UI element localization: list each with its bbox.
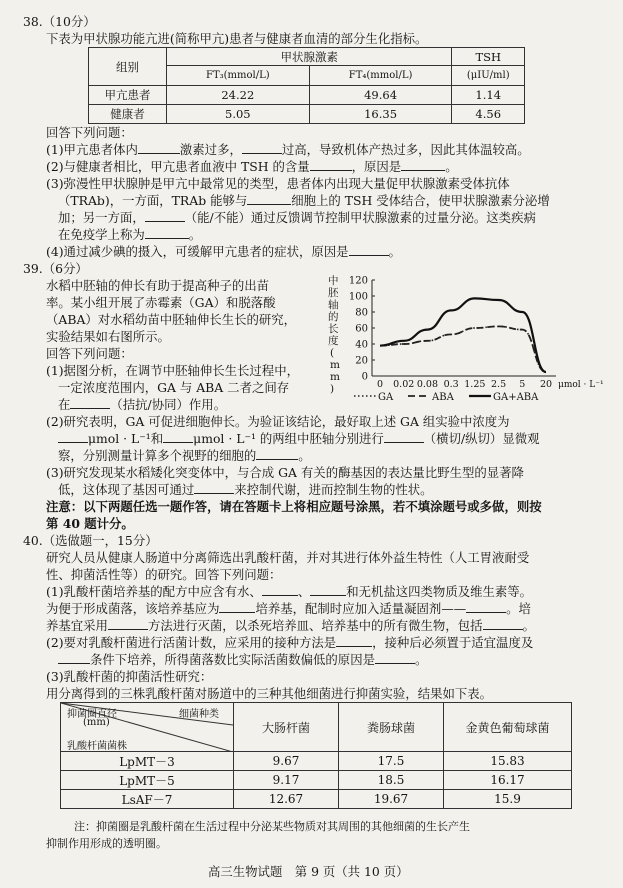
legend-label: GA: [378, 392, 394, 403]
x-tick-label: 5: [519, 379, 526, 390]
x-tick-label: 0.3: [443, 379, 459, 390]
col-header: 粪肠球菌: [339, 703, 444, 752]
blank[interactable]: [58, 651, 90, 664]
diag-unit: (mm): [83, 717, 110, 728]
blank[interactable]: [138, 141, 180, 154]
strain-name: LpMT－5: [61, 771, 234, 790]
series-line-aba: [380, 326, 546, 372]
diag-bottom: 乳酸杆菌菌株: [67, 741, 127, 752]
q40-title: 40.（选做题一，15分）: [23, 533, 158, 548]
q40-item-2a: (2)要对乳酸杆菌进行活菌计数，应采用的接种方法是 ，接种后必须置于适宜温度及: [46, 635, 534, 650]
q38-title: 38.（10分）: [23, 14, 96, 29]
cell: 15.9: [444, 790, 572, 809]
blank[interactable]: [310, 583, 346, 596]
y-ticks: [349, 276, 375, 383]
th-thyroid: 甲状腺激素: [166, 48, 452, 66]
blank[interactable]: [256, 447, 298, 460]
q39-item-1a: (1)据图分析，在调节中胚轴伸长生长过程中，: [46, 363, 299, 378]
q38-item-3c: 加；另一方面， （能/不能）通过反馈调节控制甲状腺激素的过量分泌。这类疾病: [58, 210, 536, 225]
y-tick-label: 60: [355, 323, 368, 335]
q40-item-2b: 条件下培养，所得菌落数比实际活菌数偏低的原因是 。: [58, 651, 427, 668]
q39-item-1b: 一定浓度范围内，GA 与 ABA 二者之间存: [58, 380, 290, 395]
q39-p2: 率。某小组开展了赤霉素（GA）和脱落酸: [46, 295, 276, 310]
strain-name: LpMT－3: [61, 752, 234, 771]
cell-tsh: 1.14: [452, 86, 525, 105]
blank[interactable]: [349, 243, 389, 256]
col-header: 大肠杆菌: [234, 703, 339, 752]
selection-note-2: 第 40 题计分。: [46, 516, 134, 531]
q40-p2: 性、抑菌活性等）的研究。回答下列问题：: [46, 567, 282, 582]
legend-label: GA+ABA: [493, 392, 539, 403]
legend-label: ABA: [432, 392, 454, 403]
cell-ft4: 16.35: [309, 105, 452, 124]
diag-top: 抑菌圈直径: [67, 709, 117, 720]
row-name: 健康者: [89, 105, 167, 124]
blank[interactable]: [466, 600, 506, 613]
blank[interactable]: [145, 209, 185, 222]
q39-p1: 水稻中胚轴的伸长有助于提高种子的出苗: [46, 278, 270, 293]
y-axis-label: 中胚轴的长度( m m ): [328, 275, 340, 395]
chart-legend: [354, 392, 539, 403]
col-header: 金黄色葡萄球菌: [444, 703, 572, 752]
th-group: 组别: [89, 48, 167, 86]
blank[interactable]: [108, 617, 148, 630]
blank[interactable]: [247, 192, 291, 205]
y-tick-label: 100: [348, 291, 368, 303]
table-row: [89, 105, 525, 124]
q38-item-3b: （TRAb)，一方面，TRAb 能够与 细胞上的 TSH 受体结合，使甲状腺激素分泌增: [58, 193, 550, 208]
y-tick-label: 0: [361, 371, 368, 383]
diagonal-header-cell: [61, 703, 234, 752]
blank[interactable]: [58, 430, 88, 443]
x-tick-label: 1.25: [464, 379, 486, 390]
x-tick-label: 2.5: [491, 379, 507, 390]
th-ft4: FT₄(mmol/L): [309, 66, 452, 86]
q39-item-2b: μmol · L⁻¹和 μmol · L⁻¹ 的两组中胚轴分别进行 （横切/纵切）显微观: [58, 430, 540, 447]
x-tick-label: 0: [376, 379, 384, 390]
x-tick-label: 0.08: [416, 379, 439, 390]
series-lines: [380, 298, 546, 372]
series-line-ga-plus-aba: [380, 298, 546, 372]
blank[interactable]: [242, 141, 282, 154]
table-row: [61, 790, 572, 809]
cell-tsh: 4.56: [452, 105, 525, 124]
blank[interactable]: [262, 583, 298, 596]
blank[interactable]: [375, 651, 415, 664]
selection-note-1: 注意：以下两题任选一题作答，请在答题卡上将相应题号涂黑，若不填涂题号或多做，则按: [46, 499, 542, 514]
cell: 19.67: [339, 790, 444, 809]
x-tick-label: 0.02: [393, 379, 415, 390]
cell: 16.17: [444, 771, 572, 790]
blank[interactable]: [219, 600, 255, 613]
q38-item-3a: (3)弥漫性甲状腺肿是甲亢中最常见的类型，患者体内出现大量促甲状腺激素受体抗体: [46, 176, 510, 191]
cell: 9.67: [234, 752, 339, 771]
diag-right: 细菌种类: [179, 709, 219, 720]
x-ticks: [377, 379, 552, 390]
q38-item-2: (2)与健康者相比，甲亢患者血液中 TSH 的含量 ，原因是 。: [46, 159, 458, 174]
blank[interactable]: [145, 226, 189, 239]
q38-item-4: (4)通过减少碘的摄入，可缓解甲亢患者的症状，原因是 。: [46, 244, 401, 259]
blank[interactable]: [70, 396, 110, 409]
blank[interactable]: [336, 634, 372, 647]
cell-ft3: 5.05: [166, 105, 309, 124]
q38-table: [88, 47, 525, 124]
q39-prompt: 回答下列问题：: [46, 346, 133, 361]
q40-table: [60, 702, 572, 809]
q39-p3: （ABA）对水稻幼苗中胚轴伸长生长的研究，: [46, 312, 297, 327]
cell: 15.83: [444, 752, 572, 771]
cell: 18.5: [339, 771, 444, 790]
q40-note-1: 注：抑菌圈是乳酸杆菌在生活过程中分泌某些物质对其周围的其他细菌的生长产生: [74, 820, 470, 833]
y-tick-label: 40: [355, 339, 368, 351]
cell: 17.5: [339, 752, 444, 771]
q40-note-2: 抑制作用形成的透明圈。: [46, 837, 167, 850]
q38-item-1: (1)甲亢患者体内 激素过多， 过高，导致机体产热过多，因此其体温较高。: [46, 142, 530, 157]
cell: 9.17: [234, 771, 339, 790]
row-name: 甲亢患者: [89, 86, 167, 105]
blank[interactable]: [163, 430, 193, 443]
q38-prompt: 回答下列问题：: [46, 125, 133, 140]
table-row: [61, 752, 572, 771]
q40-item-3: (3)乳酸杆菌的抑菌活性研究：: [46, 669, 213, 684]
q40-item-3b: 用分离得到的三株乳酸杆菌对肠道中的三种其他细菌进行抑菌实验，结果如下表。: [46, 686, 493, 701]
cell-ft3: 24.22: [166, 86, 309, 105]
q40-item-1c: 养基宜采用 方法进行灭菌，以杀死培养皿、培养基中的所有微生物，包括 。: [46, 618, 535, 633]
blank[interactable]: [384, 430, 424, 443]
y-tick-label: 20: [355, 355, 368, 367]
q39-title: 39.（6分）: [23, 261, 88, 276]
cell: 12.67: [234, 790, 339, 809]
x-axis-label: μmol · L⁻¹: [558, 380, 604, 390]
q38-item-3d: 在免疫学上称为 。: [58, 227, 202, 242]
cell-ft4: 49.64: [309, 86, 452, 105]
series-line-ga: [380, 326, 546, 372]
strain-name: LsAF－7: [61, 790, 234, 809]
th-ft3: FT₃(mmol/L): [166, 66, 309, 86]
blank[interactable]: [310, 158, 352, 171]
table-row: [89, 86, 525, 105]
q39-item-2c: 察，分别测量计算多个视野的细胞的 。: [58, 448, 311, 463]
q40-item-1b: 为便于形成菌落，该培养基应为 培养基，配制时应加入适量凝固剂—— 。培: [46, 601, 531, 616]
th-tsh-unit: (μIU/ml): [452, 66, 525, 86]
blank[interactable]: [483, 617, 523, 630]
mesocotyl-chart: [318, 268, 618, 408]
th-tsh: TSH: [452, 48, 525, 66]
q39-item-3a: (3)研究发现某水稻矮化突变体中，与合成 GA 有关的酶基因的表达量比野生型的显著降: [46, 465, 524, 480]
blank[interactable]: [194, 481, 234, 494]
y-tick-label: 120: [348, 275, 368, 287]
x-tick-label: 20: [539, 379, 553, 390]
y-tick-label: 80: [355, 307, 368, 319]
q40-p1: 研究人员从健康人肠道中分离筛选出乳酸杆菌，并对其进行体外益生特性（人工胃液耐受: [46, 550, 530, 565]
page-footer: 高三生物试题 第 9 页（共 10 页）: [208, 864, 409, 879]
q38-intro: 下表为甲状腺功能亢进(简称甲亢)患者与健康者血清的部分生化指标。: [46, 31, 428, 46]
blank[interactable]: [401, 158, 445, 171]
table-row: [61, 771, 572, 790]
q40-item-1a: (1)乳酸杆菌培养基的配方中应含有水、 、 和无机盐这四类物质及维生素等。: [46, 584, 533, 599]
q39-item-3b: 低，这体现了基因可通过 来控制代谢，进而控制生物的性状。: [58, 482, 433, 497]
q39-p4: 实验结果如右图所示。: [46, 329, 170, 344]
q39-item-2a: (2)研究表明，GA 可促进细胞伸长。为验证该结论，最好取上述 GA 组实验中浓度为: [46, 414, 510, 429]
q39-item-1c: 在 （拮抗/协同）作用。: [58, 397, 227, 412]
